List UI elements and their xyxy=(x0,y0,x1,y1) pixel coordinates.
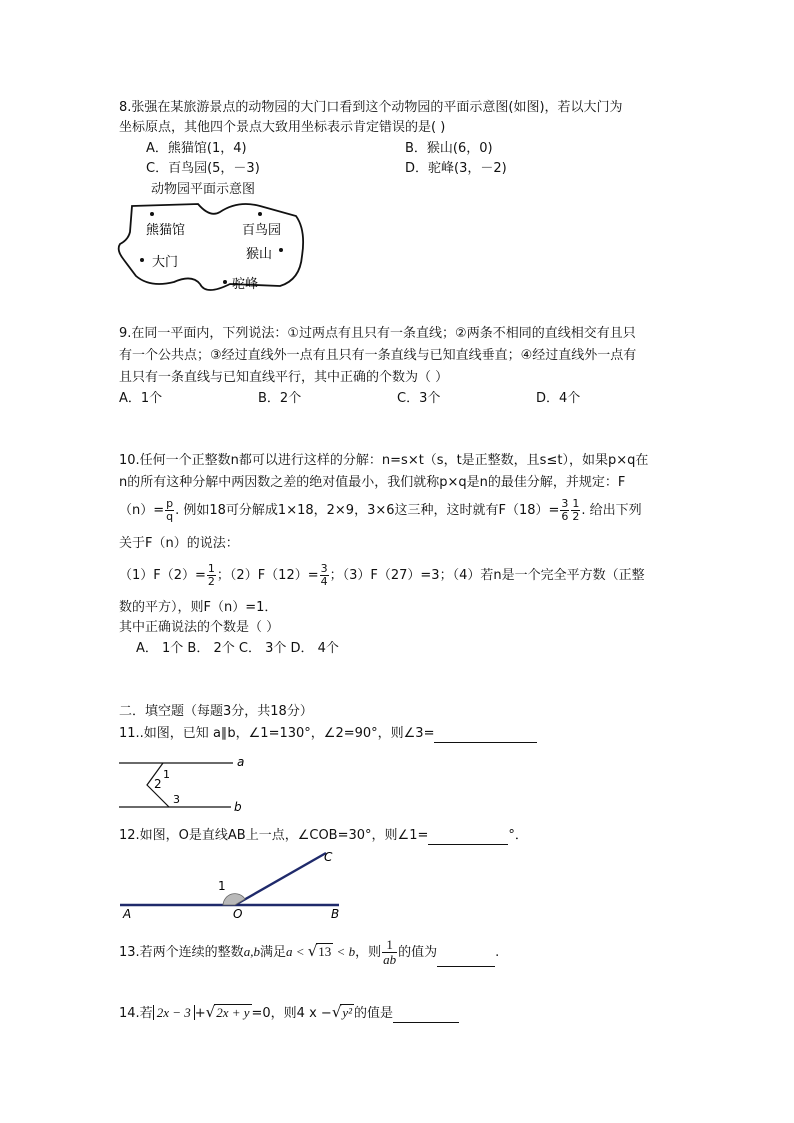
q8-line1: 8.张强在某旅游景点的动物园的大门口看到这个动物园的平面示意图(如图)，若以大门为 xyxy=(119,100,623,115)
q10-line1: 10.任何一个正整数n都可以进行这样的分解：n=s×t（s，t是正整数，且s≤t），如果p×q在 xyxy=(119,453,649,468)
q14-answer-blank xyxy=(393,1008,459,1023)
q10-p: p xyxy=(166,497,174,510)
q13-sqrt-value: 13 xyxy=(318,944,332,959)
q10-frac2-num: 1 xyxy=(572,497,580,510)
q11-prompt: 11..如图，已知 a∥b，∠1=130°，∠2=90°，则∠3= xyxy=(119,726,435,741)
q8-option-b: B．猴山(6，0) xyxy=(405,141,493,156)
q8-option-c: C．百鸟园(5，－3) xyxy=(146,161,260,176)
angle-2-label: 2 xyxy=(154,777,162,791)
q9-option-b: B．2个 xyxy=(258,391,302,406)
q13-satisfy: 满足 xyxy=(259,945,286,960)
q13-prompt: 13.若两个连续的整数 xyxy=(119,945,244,960)
q9-option-c: C．3个 xyxy=(397,391,441,406)
section-title: 二．填空题（每题3分，共18分） xyxy=(119,704,313,719)
q10-line3 xyxy=(119,498,642,523)
q9-line3: 且只有一条直线与已知直线平行，其中正确的个数为（ ） xyxy=(119,370,449,385)
q10-frac1-den: 6 xyxy=(561,510,569,523)
q13-vars: a,b xyxy=(243,944,260,959)
bird-label: 百鸟园 xyxy=(242,223,282,238)
q14-sqrt2-expr: y² xyxy=(342,1005,353,1020)
gate-label: 大门 xyxy=(152,255,179,270)
q13-ineq-left: a < xyxy=(285,944,308,959)
q10-line2: n的所有这种分解中两因数之差的绝对值最小，我们就称p×q是n的最佳分解，并规定：F xyxy=(119,475,626,490)
q10-s3: ；（3）F（27）=3；（4）若n是一个完全平方数（正整 xyxy=(329,568,645,583)
q10-options: A． 1个 B． 2个 C． 3个 D． 4个 xyxy=(136,641,339,656)
gate-dot xyxy=(140,258,144,262)
label-O: O xyxy=(233,907,243,920)
q13-value-of: 的值为 xyxy=(398,945,438,960)
angle-3-label: 3 xyxy=(173,793,180,806)
q13-period: . xyxy=(495,945,500,960)
q13-fraction xyxy=(382,938,397,967)
q10-frac2-den: 2 xyxy=(572,510,580,523)
camel-dot xyxy=(223,280,227,284)
q14-sqrt-expr: 2x + y xyxy=(216,1005,250,1020)
q10-f2n: 3 xyxy=(320,562,328,575)
q10-s2: ；（2）F（12）= xyxy=(216,568,319,583)
q10-line5 xyxy=(119,563,645,588)
q12-figure xyxy=(117,848,347,920)
q12-text xyxy=(119,827,528,845)
q10-line7: 其中正确说法的个数是（ ） xyxy=(119,620,280,635)
label-a: a xyxy=(237,755,245,769)
panda-label: 熊猫馆 xyxy=(146,223,186,238)
q10-line4: 关于F（n）的说法： xyxy=(119,536,239,551)
label-b: b xyxy=(234,800,242,814)
q10-f1n: 1 xyxy=(207,562,215,575)
angle-1-label: 1 xyxy=(218,879,226,893)
q13-text xyxy=(119,938,499,967)
q10-line6: 数的平方），则F（n）=1． xyxy=(119,600,278,615)
q13-then: ，则 xyxy=(355,945,382,960)
q11-figure xyxy=(117,750,257,816)
bird-dot xyxy=(258,212,262,216)
sqrt-icon: √ xyxy=(307,942,318,960)
q9-line1: 9.在同一平面内，下列说法：①过两点有且只有一条直线；②两条不相同的直线相交有且只 xyxy=(119,326,636,341)
q12-prompt: 12.如图，O是直线AB上一点，∠COB=30°，则∠1= xyxy=(119,828,429,843)
q10-example: . 例如18可分解成1×18，2×9，3×6这三种，这时就有F（18）= xyxy=(175,503,560,518)
q12-answer-blank xyxy=(428,830,508,845)
ray-OC xyxy=(235,853,326,905)
q10-f2d: 4 xyxy=(320,575,328,588)
q10-frac-3-6 xyxy=(560,498,569,523)
zoo-map-outline xyxy=(119,204,303,290)
zoo-map-title: 动物园平面示意图 xyxy=(151,182,256,197)
monkey-dot xyxy=(279,248,283,252)
q10-frac-3-4 xyxy=(320,563,329,588)
q10-pq-fraction xyxy=(165,498,174,523)
q13-ineq-right: < b xyxy=(333,944,356,959)
q10-frac1-num: 3 xyxy=(561,497,569,510)
q14-prompt: 14.若 xyxy=(119,1006,153,1021)
monkey-label: 猴山 xyxy=(246,247,273,262)
q14-plus: + xyxy=(194,1006,206,1021)
sqrt-icon: √ xyxy=(205,1003,216,1021)
q11-text xyxy=(119,725,537,743)
q11-answer-blank xyxy=(434,728,537,743)
q10-frac-1-2b xyxy=(207,563,216,588)
q13-frac-num: 1 xyxy=(382,938,397,953)
angle-1-label: 1 xyxy=(163,768,170,781)
sqrt-icon: √ xyxy=(331,1003,342,1021)
q14-condition: =0，则4 x − xyxy=(251,1006,332,1021)
q13-frac-den: ab xyxy=(383,952,397,967)
q9-option-d: D．4个 xyxy=(536,391,581,406)
q8-line2: 坐标原点，其他四个景点大致用坐标表示肯定错误的是( ) xyxy=(119,120,446,135)
label-B: B xyxy=(331,907,340,920)
q10-frac-1-2 xyxy=(571,498,580,523)
q10-q: q xyxy=(166,510,174,523)
q9-line2: 有一个公共点；③经过直线外一点有且只有一条直线与已知直线垂直；④经过直线外一点有 xyxy=(119,348,637,363)
q8-option-a: A．熊猫馆(1，4) xyxy=(146,141,247,156)
q14-value-of: 的值是 xyxy=(354,1006,394,1021)
camel-label: 驼峰 xyxy=(232,277,259,292)
q14-text xyxy=(119,1003,459,1023)
q8-option-d: D．驼峰(3，－2) xyxy=(405,161,507,176)
q13-answer-blank xyxy=(437,952,495,967)
label-A: A xyxy=(123,907,132,920)
q10-f1d: 2 xyxy=(207,575,215,588)
q10-fn-label: （n）= xyxy=(119,503,165,518)
angle-1-arc xyxy=(223,894,245,905)
panda-dot xyxy=(150,212,154,216)
q12-suffix: °． xyxy=(508,828,528,843)
q10-s1: （1）F（2）= xyxy=(119,568,206,583)
q10-line3-end: . 给出下列 xyxy=(581,503,642,518)
q9-option-a: A．1个 xyxy=(119,391,163,406)
zoo-map xyxy=(110,196,310,300)
q14-abs-expr: 2x − 3 xyxy=(153,1005,195,1020)
label-C: C xyxy=(324,850,333,864)
